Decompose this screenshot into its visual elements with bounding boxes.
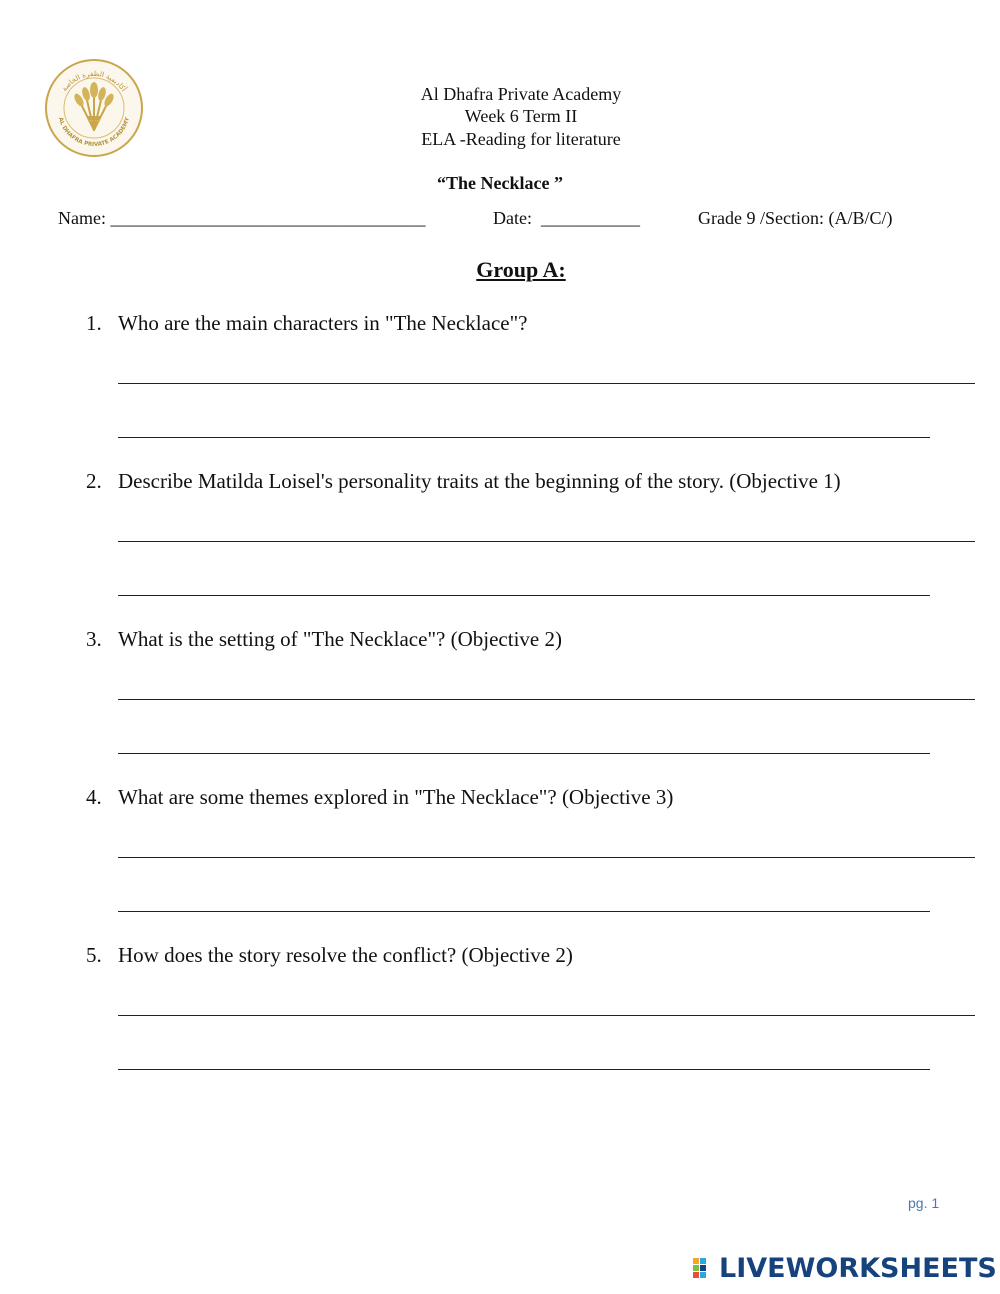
date-field[interactable] <box>493 208 640 229</box>
question-1 <box>86 311 528 336</box>
question-text: Who are the main characters in "The Necklace"? <box>118 311 528 335</box>
name-field[interactable] <box>58 208 425 229</box>
answer-line[interactable] <box>118 911 930 912</box>
question-text: How does the story resolve the conflict? (Objective 2) <box>118 943 573 967</box>
name-blank[interactable]: ___________________________________ <box>110 208 426 228</box>
liveworksheets-logo-icon <box>692 1256 716 1280</box>
question-text: What is the setting of "The Necklace"? (Objective 2) <box>118 627 562 651</box>
worksheet-title: “The Necklace ” <box>437 173 563 193</box>
question-3 <box>86 627 562 652</box>
name-label: Name: <box>58 208 106 228</box>
answer-line[interactable] <box>118 383 975 384</box>
answer-line[interactable] <box>118 541 975 542</box>
question-number: 5. <box>86 943 102 967</box>
answer-line[interactable] <box>118 857 975 858</box>
grade-section: Grade 9 /Section: (A/B/C/) <box>698 208 893 228</box>
logo-english-text: AL DHAFRA PRIVATE ACADEMY <box>56 116 132 149</box>
answer-line[interactable] <box>118 437 930 438</box>
question-4 <box>86 785 673 810</box>
subject-line: ELA -Reading for literature <box>421 129 621 149</box>
answer-line[interactable] <box>118 753 930 754</box>
question-5 <box>86 943 573 968</box>
page-number: pg. 1 <box>908 1195 940 1211</box>
answer-line[interactable] <box>118 1015 975 1016</box>
logo-arabic-text: أكاديمية الظفرة الخاصة <box>60 69 128 93</box>
question-number: 2. <box>86 469 102 493</box>
liveworksheets-brand[interactable] <box>692 1251 997 1285</box>
week-term: Week 6 Term II <box>464 106 578 126</box>
answer-line[interactable] <box>118 595 930 596</box>
question-number: 3. <box>86 627 102 651</box>
question-number: 1. <box>86 311 102 335</box>
date-blank[interactable]: ___________ <box>540 208 640 228</box>
question-text: Describe Matilda Loisel's personality traits at the beginning of the story. (Objective 1) <box>118 469 841 493</box>
answer-line[interactable] <box>118 1069 930 1070</box>
brand-name: LIVEWORKSHEETS <box>719 1252 997 1284</box>
question-text: What are some themes explored in "The Necklace"? (Objective 3) <box>118 785 674 809</box>
school-name: Al Dhafra Private Academy <box>420 84 622 104</box>
answer-line[interactable] <box>118 699 975 700</box>
question-2 <box>86 469 841 494</box>
group-heading: Group A: <box>476 257 566 282</box>
date-label: Date: <box>493 208 532 228</box>
question-number: 4. <box>86 785 102 809</box>
